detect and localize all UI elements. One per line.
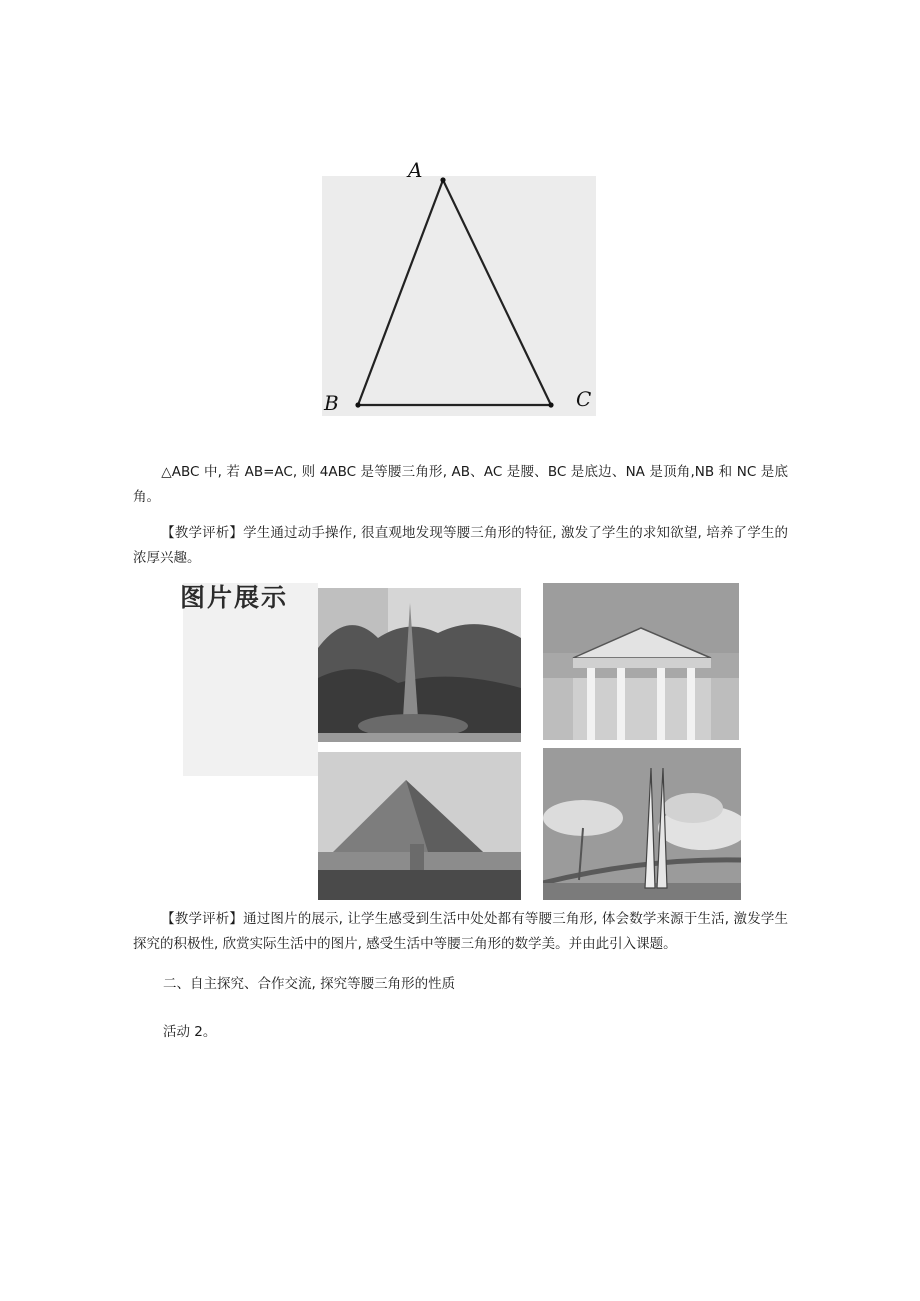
vertex-c-dot — [548, 402, 553, 407]
activity-label: 活动 2。 — [163, 1024, 217, 1040]
vertex-label-a: A — [408, 158, 423, 182]
triangle-abc — [358, 180, 551, 405]
photo-obelisk — [318, 588, 521, 742]
vertex-b-dot — [355, 402, 360, 407]
section-heading: 二、自主探究、合作交流, 探究等腰三角形的性质 — [163, 976, 456, 992]
photo-pyramid — [318, 752, 521, 900]
photo-cable-bridge — [543, 748, 741, 900]
gallery-title: 图片展示 — [180, 583, 289, 612]
definition-text: △ABC 中, 若 AB=AC, 则 4ABC 是等腰三角形, AB、AC 是腰、BC 是底边、NA 是顶角,NB 和 NC 是底角。 — [133, 464, 788, 505]
definition-paragraph — [133, 460, 788, 510]
analysis-text-2: 【教学评析】通过图片的展示, 让学生感受到生活中处处都有等腰三角形, 体会数学来源于生活, 激发学生探究的积极性, 欣赏实际生活中的图片, 感受生活中等腰三角形的数学美。并由此引入课题。 — [133, 911, 788, 952]
analysis-paragraph-2 — [133, 907, 788, 957]
vertex-a-dot — [440, 177, 445, 182]
vertex-label-c: C — [576, 387, 592, 411]
photo-pediment-building — [543, 583, 739, 740]
isosceles-triangle-diagram — [300, 150, 620, 430]
vertex-label-b: B — [324, 391, 339, 415]
analysis-text-1: 【教学评析】学生通过动手操作, 很直观地发现等腰三角形的特征, 激发了学生的求知欲望, 培养了学生的浓厚兴趣。 — [133, 525, 788, 566]
analysis-paragraph-1 — [133, 521, 788, 571]
